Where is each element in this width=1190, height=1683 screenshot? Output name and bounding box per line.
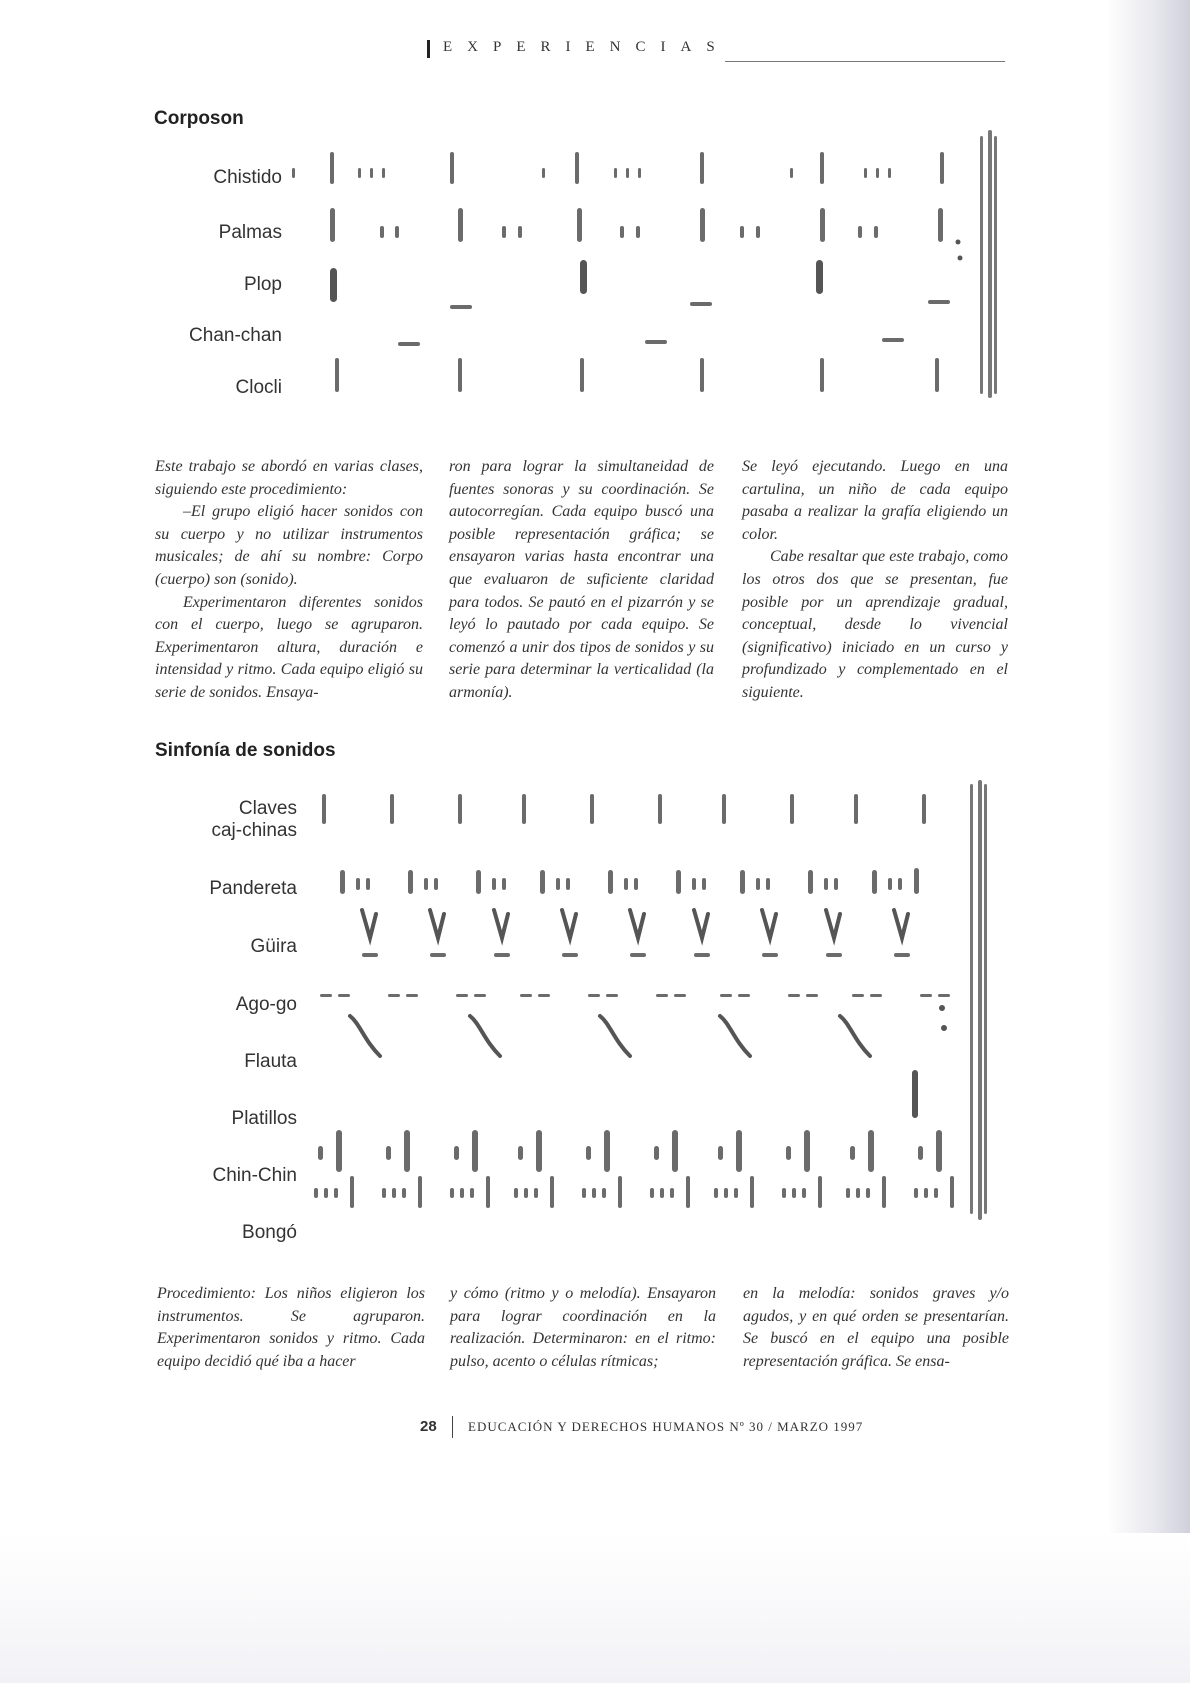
guira-mark [826,953,842,957]
row-label-ago-go: Ago-go [235,994,297,1015]
ago-go-mark [406,994,418,997]
claves-mark [722,794,726,824]
flauta-mark [600,1016,630,1056]
bongo-mark [686,1176,690,1208]
clocli-mark [820,358,824,392]
bongo-mark [524,1188,528,1198]
guira-mark [430,910,444,938]
chistido-mark [542,168,545,178]
bongo-mark [818,1176,822,1208]
chistido-mark [370,168,373,178]
claves-mark [322,794,326,824]
guira-mark [694,910,708,938]
final-barline [970,784,973,1214]
chin-chin-mark [318,1146,323,1160]
pandereta-mark [676,870,681,894]
guira-mark [694,953,710,957]
pandereta-mark [692,878,696,890]
pandereta-mark [702,878,706,890]
pandereta-mark [366,878,370,890]
chan-chan-mark [645,340,667,344]
bongo-mark [734,1188,738,1198]
claves-mark [590,794,594,824]
paragraph: Este trabajo se abordó en varias clases, siguiendo este procedimiento: [155,458,423,498]
ago-go-mark [720,994,732,997]
palmas-mark [395,226,399,238]
row-label-bongo: Bongó [242,1222,297,1243]
bongo-mark [582,1188,586,1198]
pandereta-mark [502,878,506,890]
chin-chin-mark [718,1146,723,1160]
chin-chin-mark [786,1146,791,1160]
bongo-mark [846,1188,850,1198]
pandereta-mark [608,870,613,894]
bongo-mark [670,1188,674,1198]
chistido-mark [330,152,334,184]
chin-chin-mark [518,1146,523,1160]
pandereta-mark [824,878,828,890]
pandereta-mark [834,878,838,890]
notation-dot [941,1025,947,1031]
chistido-mark [614,168,617,178]
bongo-mark [550,1176,554,1208]
guira-mark [894,953,910,957]
chistido-mark [864,168,867,178]
bongo-mark [392,1188,396,1198]
bongo-mark [382,1188,386,1198]
bongo-mark [534,1188,538,1198]
row-label-claves: Claves caj-chinas [211,798,297,841]
pandereta-mark [740,870,745,894]
chin-chin-mark [936,1130,942,1172]
ago-go-mark [870,994,882,997]
chistido-mark [700,152,704,184]
claves-mark [458,794,462,824]
bongo-mark [618,1176,622,1208]
ago-go-mark [320,994,332,997]
section-title-sinfonia: Sinfonía de sonidos [155,740,336,761]
chistido-mark [876,168,879,178]
notation-dot [939,1005,945,1011]
pandereta-mark [356,878,360,890]
guira-mark [894,910,908,938]
chin-chin-mark [736,1130,742,1172]
scan-bottom-shade [0,1533,1190,1683]
pandereta-mark [808,870,813,894]
guira-mark [494,910,508,938]
paragraph: Se leyó ejecutando. Luego en una cartulina, un niño de cada equipo pasaba a realizar la grafía eligiendo un color. [742,458,1008,543]
pandereta-mark [756,878,760,890]
pandereta-mark [624,878,628,890]
chistido-mark [940,152,944,184]
clocli-mark [458,358,462,392]
guira-mark [630,910,644,938]
ago-go-mark [920,994,932,997]
plop-mark [690,302,712,306]
bongo-mark [592,1188,596,1198]
palmas-mark [620,226,624,238]
final-barline [984,784,987,1214]
bongo-mark [750,1176,754,1208]
bongo-mark [724,1188,728,1198]
pandereta-mark [898,878,902,890]
final-barline [988,130,992,398]
ago-go-mark [456,994,468,997]
final-barline [978,780,982,1220]
ago-go-mark [806,994,818,997]
footer-separator [452,1416,453,1438]
text-col-3b [743,1283,1009,1373]
flauta-mark [720,1016,750,1056]
clocli-mark [935,358,939,392]
palmas-mark [820,208,825,242]
pandereta-mark [340,870,345,894]
chistido-mark [626,168,629,178]
chin-chin-mark [604,1130,610,1172]
palmas-mark [636,226,640,238]
paragraph: en la melodía: sonidos graves y/o agudos, y en qué orden se presentarían. Se buscó en el equipo una posible representación gráfica. Se ensa- [743,1285,1009,1370]
publication-line: EDUCACIÓN Y DERECHOS HUMANOS Nº 30 / MARZO 1997 [468,1419,864,1434]
palmas-mark [756,226,760,238]
pandereta-mark [476,870,481,894]
bongo-mark [782,1188,786,1198]
paragraph: Experimentaron diferentes sonidos con el cuerpo, luego se agruparon. Experimentaron altura, duración e intensidad y ritmo. Cada equipo eligió su serie de sonidos. Ensaya- [155,593,423,701]
row-label-chan-chan: Chan-chan [189,325,282,346]
pandereta-mark [872,870,877,894]
text-col-1 [155,456,423,705]
sinfonia-score [310,780,1000,1240]
ago-go-mark [588,994,600,997]
chin-chin-mark [868,1130,874,1172]
ago-go-mark [606,994,618,997]
bongo-mark [402,1188,406,1198]
chistido-mark [382,168,385,178]
bongo-mark [914,1188,918,1198]
chan-chan-mark [882,338,904,342]
chistido-mark [820,152,824,184]
ago-go-mark [674,994,686,997]
ago-go-mark [852,994,864,997]
clocli-mark [335,358,339,392]
corposon-score [290,130,1010,400]
bongo-mark [792,1188,796,1198]
bongo-mark [866,1188,870,1198]
section-title-corposon: Corposon [154,108,244,129]
clocli-mark [700,358,704,392]
bongo-mark [650,1188,654,1198]
paragraph: –El grupo eligió hacer sonidos con su cuerpo y no utilizar instrumentos musicales; de ahí su nombre: Corpo (cuerpo) son (sonido). [155,503,423,588]
pandereta-mark [766,878,770,890]
chin-chin-mark [918,1146,923,1160]
bongo-mark [802,1188,806,1198]
palmas-mark [518,226,522,238]
plop-mark [330,268,337,302]
bongo-mark [324,1188,328,1198]
final-barline [994,136,997,394]
chistido-mark [450,152,454,184]
plop-mark [580,260,587,294]
final-barline [980,136,983,394]
palmas-mark [700,208,705,242]
pandereta-mark [888,878,892,890]
page-number: 28 [420,1418,437,1435]
ago-go-mark [738,994,750,997]
claves-mark [790,794,794,824]
bongo-mark [460,1188,464,1198]
chin-chin-mark [672,1130,678,1172]
bongo-mark [350,1176,354,1208]
flauta-mark [350,1016,380,1056]
chin-chin-mark [536,1130,542,1172]
text-col-2b [450,1283,716,1373]
page-edge-shadow [1110,0,1190,1683]
chistido-mark [790,168,793,178]
row-label-palmas: Palmas [218,222,282,243]
row-label-flauta: Flauta [244,1051,297,1072]
platillos-mark [912,1070,918,1118]
header-bar [427,40,430,58]
plop-mark [450,305,472,309]
paragraph: Procedimiento: Los niños eligieron los instrumentos. Se agruparon. Experimentaron sonidos y ritmo. Cada equipo decidió qué iba a hacer [157,1285,425,1370]
paragraph: y cómo (ritmo y o melodía). Ensayaron para lograr coordinación en la realización. Determinaron: en el ritmo: pulso, acento o células rítmicas; [450,1285,716,1370]
ago-go-mark [338,994,350,997]
pandereta-mark [434,878,438,890]
palmas-mark [577,208,582,242]
chan-chan-mark [398,342,420,346]
pandereta-mark [566,878,570,890]
palmas-mark [858,226,862,238]
clocli-mark [580,358,584,392]
chistido-mark [888,168,891,178]
ago-go-mark [788,994,800,997]
row-label-chin-chin: Chin-Chin [212,1165,297,1186]
chin-chin-mark [472,1130,478,1172]
page-footer [420,1416,920,1444]
bongo-mark [714,1188,718,1198]
paragraph: Cabe resaltar que este trabajo, como los otros dos que se presentan, fue posible por un aprendizaje gradual, conceptual, desde lo vivencial (significativo) iniciado en un curso y profundizado y complementado en el siguiente. [742,548,1008,701]
ago-go-mark [656,994,668,997]
guira-mark [362,953,378,957]
pandereta-mark [424,878,428,890]
bongo-mark [660,1188,664,1198]
bongo-mark [486,1176,490,1208]
flauta-mark [840,1016,870,1056]
chin-chin-mark [336,1130,342,1172]
pandereta-mark [540,870,545,894]
claves-mark [854,794,858,824]
chin-chin-mark [454,1146,459,1160]
text-col-1b [157,1283,425,1373]
palmas-mark [380,226,384,238]
bongo-mark [334,1188,338,1198]
guira-mark [562,953,578,957]
guira-mark [562,910,576,938]
guira-mark [762,910,776,938]
guira-mark [362,910,376,938]
bongo-mark [470,1188,474,1198]
claves-mark [922,794,926,824]
ago-go-mark [938,994,950,997]
chin-chin-mark [850,1146,855,1160]
pandereta-mark [408,870,413,894]
palmas-mark [502,226,506,238]
guira-mark [630,953,646,957]
guira-mark [430,953,446,957]
palmas-mark [458,208,463,242]
chin-chin-mark [404,1130,410,1172]
pandereta-mark [914,868,919,894]
bongo-mark [450,1188,454,1198]
claves-mark [658,794,662,824]
bongo-mark [514,1188,518,1198]
row-label-pandereta: Pandereta [209,878,297,899]
row-label-plop: Plop [243,274,282,295]
bongo-mark [934,1188,938,1198]
pandereta-mark [556,878,560,890]
guira-mark [494,953,510,957]
text-col-3 [742,456,1008,705]
chistido-mark [575,152,579,184]
palmas-mark [330,208,335,242]
running-header [425,36,1005,64]
palmas-mark [874,226,878,238]
ago-go-mark [474,994,486,997]
chin-chin-mark [386,1146,391,1160]
chin-chin-mark [654,1146,659,1160]
bongo-mark [418,1176,422,1208]
header-label: EXPERIENCIAS [443,39,730,55]
row-label-clocli: Clocli [235,377,282,398]
notation-dot [956,240,961,245]
bongo-mark [602,1188,606,1198]
header-rule [725,61,1005,62]
chistido-mark [638,168,641,178]
bongo-mark [924,1188,928,1198]
pandereta-mark [634,878,638,890]
row-label-platillos: Platillos [231,1108,297,1129]
text-col-2 [449,456,714,705]
flauta-mark [470,1016,500,1056]
bongo-mark [314,1188,318,1198]
ago-go-mark [388,994,400,997]
paragraph: ron para lograr la simultaneidad de fuentes sonoras y su coordinación. Se autocorregían. Cada equipo buscó una posible representación gráfica; se ensayaron varias hasta encontrar una que evaluaron de suficiente claridad para todos. Se pautó en el pizarrón y se leyó lo pautado por cada equipo. Se comenzó a unir dos tipos de sonidos y su serie para determinar la verticalidad (la armonía). [449,458,714,701]
chistido-mark [292,168,295,178]
chin-chin-mark [586,1146,591,1160]
ago-go-mark [520,994,532,997]
row-label-chistido: Chistido [213,167,282,188]
pandereta-mark [492,878,496,890]
claves-mark [522,794,526,824]
ago-go-mark [538,994,550,997]
notation-dot [958,256,963,261]
row-label-guira: Güira [250,936,297,957]
bongo-mark [950,1176,954,1208]
chistido-mark [358,168,361,178]
chin-chin-mark [804,1130,810,1172]
guira-mark [826,910,840,938]
plop-mark [928,300,950,304]
plop-mark [816,260,823,294]
bongo-mark [856,1188,860,1198]
claves-mark [390,794,394,824]
palmas-mark [938,208,943,242]
guira-mark [762,953,778,957]
palmas-mark [740,226,744,238]
bongo-mark [882,1176,886,1208]
